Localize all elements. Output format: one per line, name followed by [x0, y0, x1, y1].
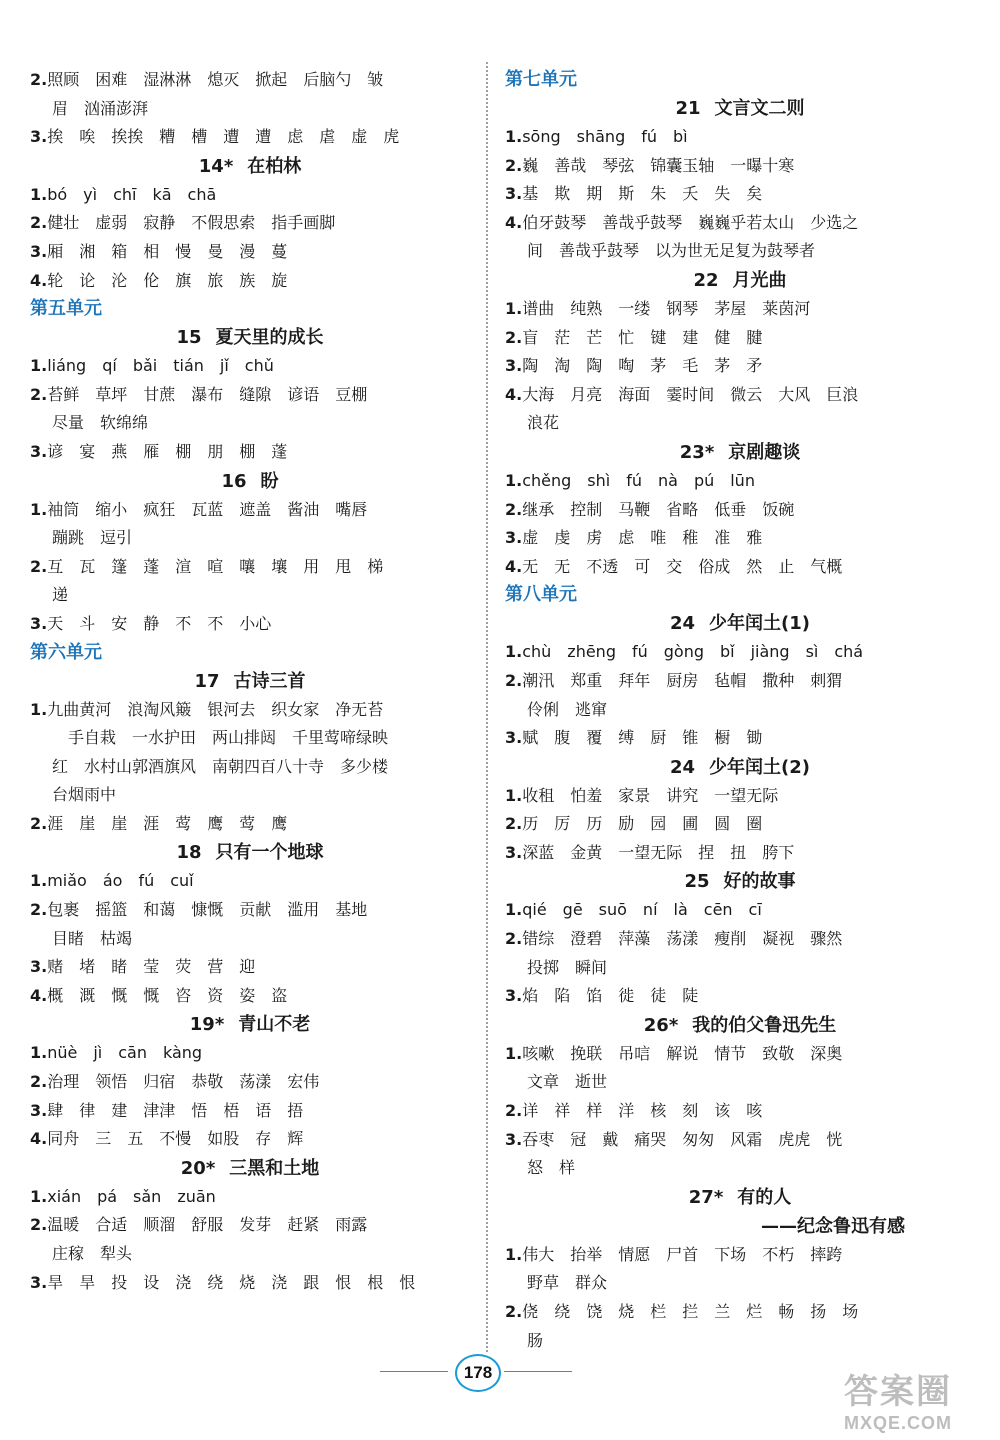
answer-continuation: 文章 逝世 — [527, 1072, 608, 1092]
answer-continuation: 目睹 枯竭 — [52, 928, 133, 948]
column-divider — [486, 62, 488, 1352]
answer-text: 谚 宴 燕 雁 棚 朋 棚 蓬 — [47, 441, 288, 461]
item-number: 3. — [505, 1129, 523, 1149]
answer-text: 基 欺 期 斯 朱 夭 失 矣 — [522, 184, 763, 204]
answer-line — [30, 1068, 470, 1097]
lesson-title — [505, 266, 975, 295]
item-number: 3. — [30, 1100, 48, 1120]
lesson-number: 16 — [221, 470, 247, 492]
answer-line — [505, 1298, 975, 1327]
item-number: 3. — [30, 241, 48, 261]
answer-line — [30, 352, 470, 381]
item-number: 1. — [30, 184, 48, 204]
answer-text: qié gē suō ní là cēn cī — [522, 900, 762, 920]
lesson-title — [30, 1154, 470, 1183]
answer-line — [505, 667, 975, 696]
answer-line — [30, 238, 470, 267]
answer-continuation: 怒 样 — [527, 1158, 576, 1178]
answer-line — [505, 496, 975, 525]
lesson-number: 15 — [176, 327, 202, 349]
lesson-number: 21 — [675, 98, 701, 119]
item-number: 2. — [505, 670, 523, 690]
answer-text: 虚 虔 虏 虑 唯 稚 准 雅 — [522, 528, 763, 548]
lesson-number: 27* — [688, 1186, 724, 1208]
answer-line — [30, 496, 470, 525]
right-column — [505, 66, 975, 1355]
answer-line — [505, 925, 975, 954]
item-number: 4. — [505, 556, 523, 576]
lesson-title — [30, 838, 470, 867]
lesson-name: 盼 — [260, 470, 279, 492]
answer-continuation: 台烟雨中 — [52, 785, 117, 805]
item-number: 1. — [30, 499, 48, 519]
watermark-text-en: MXQE.COM — [843, 1413, 952, 1433]
answer-line — [30, 610, 470, 639]
item-number: 2. — [30, 213, 48, 233]
answer-text: nüè jì cān kàng — [47, 1043, 203, 1063]
item-number: 4. — [30, 270, 48, 290]
item-number: 2. — [30, 1215, 48, 1235]
answer-text: 旱 旱 投 设 浇 绕 烧 浇 跟 恨 根 恨 — [47, 1272, 416, 1292]
answer-line — [505, 352, 975, 381]
answer-line — [505, 724, 975, 753]
lesson-title — [30, 152, 470, 181]
lesson-name: 三黑和土地 — [229, 1157, 320, 1179]
item-number: 1. — [505, 642, 523, 662]
unit-heading: 第五单元 — [30, 298, 102, 320]
answer-line — [505, 209, 975, 238]
answer-line — [30, 209, 470, 238]
item-number: 1. — [505, 1043, 523, 1063]
answer-line — [505, 467, 975, 496]
item-number: 4. — [30, 1129, 48, 1149]
item-number: 1. — [505, 470, 523, 490]
lesson-name: 月光曲 — [732, 269, 787, 291]
answer-line — [30, 1097, 470, 1126]
answer-line — [30, 438, 470, 467]
answer-line — [505, 1241, 975, 1270]
answer-line — [505, 553, 975, 582]
lesson-title — [505, 1011, 975, 1040]
item-number: 2. — [505, 814, 523, 834]
lesson-name: 文言文二则 — [714, 98, 805, 119]
answer-line — [30, 381, 470, 410]
answer-line — [30, 982, 470, 1011]
lesson-name: 只有一个地球 — [215, 842, 324, 864]
item-number: 1. — [505, 785, 523, 805]
lesson-number: 19* — [189, 1014, 225, 1036]
answer-text: 天 斗 安 静 不 不 小心 — [47, 613, 272, 633]
item-number: 4. — [30, 985, 48, 1005]
answer-text: 伟大 抬举 情愿 尸首 下场 不朽 摔跨 — [522, 1244, 843, 1264]
answer-text: 盲 茫 芒 忙 键 建 健 腱 — [522, 327, 763, 347]
left-column — [30, 66, 470, 1297]
answer-text: 轮 论 沦 伦 旗 旅 族 旋 — [47, 270, 288, 290]
lesson-name: 在柏林 — [247, 155, 302, 177]
answer-continuation: 投掷 瞬间 — [527, 957, 608, 977]
answer-line — [505, 295, 975, 324]
item-number: 1. — [505, 298, 523, 318]
lesson-number: 14* — [198, 155, 234, 177]
answer-text: 吞枣 冠 戴 痛哭 匆匆 风霜 虎虎 恍 — [522, 1129, 843, 1149]
answer-text: 伯牙鼓琴 善哉乎鼓琴 巍巍乎若太山 少选之 — [522, 212, 859, 232]
item-number: 1. — [505, 1244, 523, 1264]
answer-line — [30, 696, 470, 725]
answer-line — [505, 381, 975, 410]
answer-text: 巍 善哉 琴弦 锦囊玉轴 一曝十寒 — [522, 155, 795, 175]
answer-text: bó yì chī kā chā — [47, 184, 217, 204]
item-number: 4. — [505, 384, 523, 404]
lesson-number: 23* — [679, 441, 715, 463]
answer-text: 深蓝 金黄 一望无际 捏 扭 胯下 — [522, 842, 795, 862]
answer-text: 无 无 不透 可 交 俗成 然 止 气概 — [522, 556, 843, 576]
item-number: 1. — [505, 127, 523, 146]
answer-line — [30, 1125, 470, 1154]
answer-continuation: 蹦跳 逗引 — [52, 528, 133, 548]
unit-heading: 第八单元 — [505, 584, 577, 606]
item-number: 2. — [505, 1302, 523, 1321]
footer-rule-left — [380, 1371, 448, 1372]
lesson-name: 我的伯父鲁迅先生 — [692, 1014, 837, 1036]
answer-continuation: 肠 — [527, 1330, 544, 1350]
item-number: 1. — [30, 356, 48, 376]
unit-heading: 第六单元 — [30, 641, 102, 663]
answer-text: 健壮 虚弱 寂静 不假思索 指手画脚 — [47, 213, 336, 233]
answer-text: xián pá sǎn zuān — [47, 1186, 216, 1206]
item-number: 3. — [505, 356, 523, 376]
lesson-name: 少年闰土(1) — [709, 613, 811, 635]
item-number: 3. — [505, 842, 523, 862]
item-number: 1. — [30, 871, 48, 891]
answer-line — [30, 1211, 470, 1240]
lesson-title — [505, 1183, 975, 1241]
item-number: 4. — [505, 212, 523, 232]
watermark-logo — [808, 1372, 988, 1436]
lesson-number: 25 — [684, 871, 710, 893]
item-number: 1. — [30, 699, 48, 719]
answer-line — [30, 1269, 470, 1298]
answer-line — [30, 1039, 470, 1068]
answer-line — [505, 982, 975, 1011]
answer-text: 侥 绕 饶 烧 栏 拦 兰 烂 畅 扬 场 — [522, 1302, 859, 1321]
answer-text: 苔鲜 草坪 甘蔗 瀑布 缝隙 谚语 豆棚 — [47, 384, 368, 404]
answer-line — [30, 553, 470, 582]
answer-line — [505, 123, 975, 152]
answer-text: 陶 淘 陶 啕 茅 毛 茅 矛 — [522, 356, 763, 376]
answer-text: 继承 控制 马鞭 省略 低垂 饭碗 — [522, 499, 795, 519]
lesson-title — [30, 667, 470, 696]
item-number: 3. — [30, 127, 48, 147]
answer-text: 照顾 困难 湿淋淋 熄灭 掀起 后脑勺 皱 — [47, 70, 384, 89]
answer-text: 焰 陷 馅 徙 徒 陡 — [522, 986, 699, 1006]
lesson-number: 18 — [176, 842, 202, 864]
lesson-title — [505, 609, 975, 638]
item-number: 2. — [30, 70, 48, 89]
item-number: 2. — [505, 1101, 523, 1121]
answer-continuation: 红 水村山郭酒旗风 南朝四百八十寺 多少楼 — [52, 756, 389, 776]
answer-text: 赋 腹 覆 缚 厨 锥 橱 锄 — [522, 728, 763, 748]
item-number: 2. — [30, 813, 48, 833]
item-number: 3. — [30, 957, 48, 977]
answer-text: 挨 唉 挨挨 糟 槽 遭 遭 虑 虐 虚 虎 — [47, 127, 400, 147]
answer-text: 咳嗽 挽联 吊唁 解说 情节 致敬 深奥 — [522, 1043, 843, 1063]
answer-text: 详 祥 样 洋 核 刻 该 咳 — [522, 1101, 763, 1121]
item-number: 3. — [505, 728, 523, 748]
answer-line — [505, 180, 975, 209]
answer-continuation: 间 善哉乎鼓琴 以为世无足复为鼓琴者 — [527, 241, 816, 261]
page-number: 178 — [455, 1354, 501, 1392]
item-number: 3. — [505, 184, 523, 204]
unit-heading: 第七单元 — [505, 69, 577, 90]
answer-text: chěng shì fú nà pú lūn — [522, 470, 755, 490]
answer-line — [30, 1183, 470, 1212]
answer-text: 九曲黄河 浪淘风簸 银河去 织女家 净无苔 — [47, 699, 384, 719]
answer-text: 谱曲 纯熟 一缕 钢琴 茅屋 莱茵河 — [522, 298, 811, 318]
answer-text: 历 厉 历 励 园 圃 圆 圈 — [522, 814, 763, 834]
lesson-number: 20* — [180, 1157, 216, 1179]
lesson-title — [30, 323, 470, 352]
lesson-title — [505, 94, 975, 123]
answer-continuation: 伶俐 逃窜 — [527, 699, 608, 719]
item-number: 3. — [505, 986, 523, 1006]
item-number: 3. — [30, 613, 48, 633]
answer-line — [505, 1126, 975, 1155]
answer-line — [505, 839, 975, 868]
answer-line — [505, 638, 975, 667]
answer-continuation: 眉 汹涌澎湃 — [52, 98, 149, 118]
answer-text: 概 溉 慨 慨 咨 资 姿 盗 — [47, 985, 288, 1005]
item-number: 2. — [505, 155, 523, 175]
answer-line — [30, 896, 470, 925]
answer-line — [505, 324, 975, 353]
answer-continuation: 野草 群众 — [527, 1273, 608, 1293]
answer-line — [30, 953, 470, 982]
answer-line — [30, 66, 470, 95]
answer-text: 赌 堵 睹 莹 荧 营 迎 — [47, 957, 256, 977]
lesson-name: 夏天里的成长 — [215, 327, 324, 349]
answer-text: chù zhēng fú gòng bǐ jiàng sì chá — [522, 642, 864, 662]
lesson-number: 26* — [643, 1014, 679, 1036]
answer-text: 同舟 三 五 不慢 如股 存 辉 — [47, 1129, 304, 1149]
item-number: 3. — [505, 528, 523, 548]
item-number: 1. — [30, 1043, 48, 1063]
answer-line — [505, 1097, 975, 1126]
answer-text: sōng shāng fú bì — [522, 127, 688, 146]
answer-continuation: 浪花 — [527, 413, 560, 433]
answer-line — [30, 123, 470, 152]
item-number: 1. — [30, 1186, 48, 1206]
lesson-number: 22 — [693, 269, 719, 291]
answer-text: 治理 领悟 归宿 恭敬 荡漾 宏伟 — [47, 1072, 320, 1092]
answer-text: liáng qí bǎi tián jǐ chǔ — [47, 356, 274, 376]
answer-line — [30, 867, 470, 896]
item-number: 3. — [30, 441, 48, 461]
footer-rule-right — [504, 1371, 572, 1372]
item-number: 2. — [30, 900, 48, 920]
answer-text: 涯 崖 崖 涯 莺 鹰 莺 鹰 — [47, 813, 288, 833]
answer-continuation: 庄稼 犁头 — [52, 1244, 133, 1263]
answer-text: 肆 律 建 津津 悟 梧 语 捂 — [47, 1100, 304, 1120]
lesson-number: 24 — [669, 756, 696, 778]
lesson-name: 好的故事 — [723, 871, 796, 893]
answer-line — [30, 181, 470, 210]
lesson-name: 少年闰土(2) — [709, 756, 811, 778]
lesson-number: 17 — [194, 670, 220, 692]
lesson-title — [30, 1010, 470, 1039]
answer-line — [505, 152, 975, 181]
lesson-name: 有的人 — [737, 1186, 792, 1208]
item-number: 2. — [30, 1072, 48, 1092]
answer-line — [30, 267, 470, 296]
answer-line — [505, 524, 975, 553]
item-number: 2. — [30, 556, 48, 576]
lesson-title — [505, 867, 975, 896]
item-number: 3. — [30, 1272, 48, 1292]
lesson-name: 古诗三首 — [233, 670, 306, 692]
item-number: 2. — [505, 929, 523, 949]
answer-text: 互 瓦 篷 蓬 渲 喧 嚷 壤 用 甩 梯 — [47, 556, 384, 576]
lesson-title — [30, 467, 470, 496]
answer-text: 厢 湘 箱 相 慢 曼 漫 蔓 — [47, 241, 288, 261]
answer-line — [505, 810, 975, 839]
answer-text: 错综 澄碧 萍藻 荡漾 瘦削 凝视 骤然 — [522, 929, 843, 949]
item-number: 2. — [30, 384, 48, 404]
answer-line — [30, 810, 470, 839]
answer-text: 包裹 摇篮 和蔼 慷慨 贡献 滥用 基地 — [47, 900, 368, 920]
lesson-subtitle: ——纪念鲁迅有感 — [761, 1215, 905, 1237]
answer-text: 潮汛 郑重 拜年 厨房 毡帽 撒种 刺猬 — [522, 670, 843, 690]
watermark-text-cn: 答案圈 — [844, 1373, 952, 1411]
answer-line — [505, 1040, 975, 1069]
item-number: 2. — [505, 499, 523, 519]
lesson-title — [505, 753, 975, 782]
answer-line — [505, 782, 975, 811]
lesson-title — [505, 438, 975, 467]
answer-continuation: 手自栽 一水护田 两山排闼 千里莺啼绿映 — [52, 728, 389, 748]
item-number: 2. — [505, 327, 523, 347]
answer-text: 收租 怕羞 家景 讲究 一望无际 — [522, 785, 779, 805]
answer-continuation: 尽量 软绵绵 — [52, 413, 149, 433]
answer-text: 大海 月亮 海面 霎时间 微云 大风 巨浪 — [522, 384, 859, 404]
item-number: 1. — [505, 900, 523, 920]
lesson-name: 京剧趣谈 — [728, 441, 801, 463]
answer-text: 袖筒 缩小 疯狂 瓦蓝 遮盖 酱油 嘴唇 — [47, 499, 368, 519]
lesson-name: 青山不老 — [238, 1014, 311, 1036]
answer-continuation: 递 — [52, 585, 69, 605]
answer-text: 温暖 合适 顺溜 舒服 发芽 赶紧 雨露 — [47, 1215, 368, 1235]
answer-line — [505, 896, 975, 925]
answer-text: miǎo áo fú cuǐ — [47, 871, 194, 891]
lesson-number: 24 — [669, 613, 696, 635]
